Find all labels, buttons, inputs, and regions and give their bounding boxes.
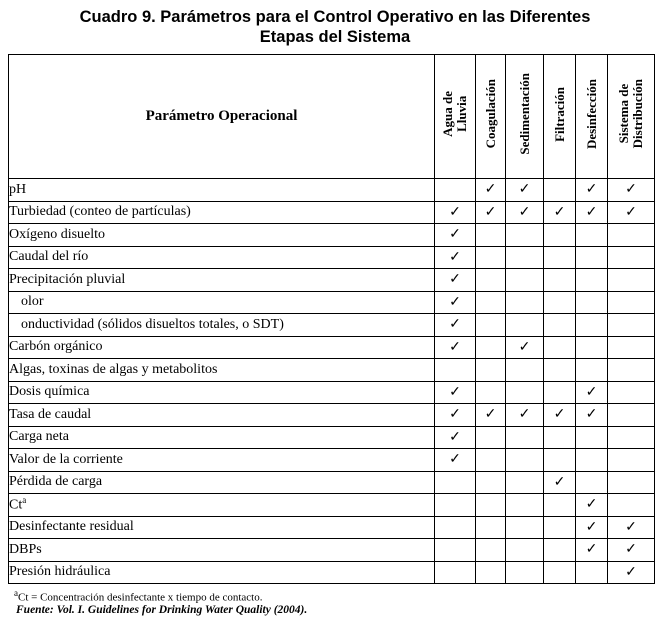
check-icon-cell — [608, 179, 655, 202]
check-icon: ✓ — [449, 204, 461, 220]
check-icon-cell — [435, 291, 476, 314]
empty-cell — [544, 291, 576, 314]
empty-cell — [435, 494, 476, 517]
check-icon-cell — [435, 336, 476, 359]
empty-cell — [608, 269, 655, 292]
empty-cell — [576, 246, 608, 269]
empty-cell — [544, 494, 576, 517]
empty-cell — [608, 471, 655, 494]
check-icon: ✓ — [585, 182, 598, 198]
empty-cell — [576, 449, 608, 472]
empty-cell — [506, 449, 544, 472]
check-icon: ✓ — [449, 407, 461, 423]
check-icon: ✓ — [625, 182, 637, 198]
empty-cell — [544, 561, 576, 584]
check-icon: ✓ — [484, 182, 497, 198]
empty-cell — [544, 314, 576, 337]
check-icon: ✓ — [518, 204, 531, 220]
param-label: Tasa de caudal — [9, 404, 435, 427]
check-icon: ✓ — [585, 204, 598, 220]
check-icon: ✓ — [449, 429, 461, 445]
check-icon: ✓ — [553, 407, 566, 423]
param-label: Valor de la corriente — [9, 449, 435, 472]
empty-cell — [576, 269, 608, 292]
empty-cell — [608, 381, 655, 404]
empty-cell — [576, 224, 608, 247]
check-icon-cell — [476, 201, 506, 224]
empty-cell — [576, 314, 608, 337]
header-row — [9, 55, 655, 179]
table-row — [9, 404, 655, 427]
empty-cell — [435, 561, 476, 584]
empty-cell — [435, 471, 476, 494]
empty-cell — [608, 336, 655, 359]
empty-cell — [608, 314, 655, 337]
table-row — [9, 449, 655, 472]
check-icon-cell — [576, 516, 608, 539]
param-label: Oxígeno disuelto — [9, 224, 435, 247]
empty-cell — [476, 291, 506, 314]
check-icon: ✓ — [625, 204, 637, 220]
param-label: Ct$^a$ — [9, 494, 435, 517]
table-row — [9, 494, 655, 517]
table-row — [9, 426, 655, 449]
empty-cell — [506, 516, 544, 539]
table-row — [9, 539, 655, 562]
empty-cell — [435, 516, 476, 539]
check-icon: ✓ — [449, 339, 461, 355]
table-row — [9, 201, 655, 224]
empty-cell — [476, 449, 506, 472]
source-note: Fuente: Vol. I. Guidelines for Drinking Water Quality (2004). — [16, 604, 308, 616]
check-icon-cell — [576, 539, 608, 562]
check-icon-cell — [576, 381, 608, 404]
check-icon: ✓ — [449, 384, 461, 400]
empty-cell — [544, 381, 576, 404]
stage-header: Coagulación — [476, 55, 506, 179]
table-row — [9, 359, 655, 382]
empty-cell — [476, 359, 506, 382]
empty-cell — [608, 246, 655, 269]
title-line-1: Cuadro 9. Parámetros para el Control Operativo en las Diferentes — [79, 8, 591, 26]
check-icon-cell — [435, 426, 476, 449]
check-icon: ✓ — [449, 272, 461, 288]
empty-cell — [506, 426, 544, 449]
check-icon-cell — [506, 201, 544, 224]
empty-cell — [435, 179, 476, 202]
empty-cell — [476, 269, 506, 292]
empty-cell — [544, 179, 576, 202]
check-icon: ✓ — [625, 542, 637, 558]
stage-header: Desinfección — [576, 55, 608, 179]
empty-cell — [544, 269, 576, 292]
check-icon-cell — [544, 201, 576, 224]
empty-cell — [435, 359, 476, 382]
check-icon: ✓ — [518, 407, 531, 423]
empty-cell — [544, 426, 576, 449]
empty-cell — [544, 359, 576, 382]
empty-cell — [476, 224, 506, 247]
check-icon-cell — [435, 201, 476, 224]
empty-cell — [506, 494, 544, 517]
table-title — [0, 7, 670, 47]
stage-header: Agua de Lluvia — [435, 55, 476, 179]
param-label: Carga neta — [9, 426, 435, 449]
stage-header: Sedimentación — [506, 55, 544, 179]
table-row — [9, 291, 655, 314]
table-row — [9, 561, 655, 584]
empty-cell — [476, 494, 506, 517]
title-line-2: Etapas del Sistema — [259, 28, 411, 46]
empty-cell — [476, 471, 506, 494]
empty-cell — [544, 336, 576, 359]
check-icon: ✓ — [553, 474, 566, 490]
param-label: Carbón orgánico — [9, 336, 435, 359]
table-row — [9, 381, 655, 404]
check-icon-cell — [576, 494, 608, 517]
check-icon: ✓ — [553, 204, 566, 220]
check-icon-cell — [476, 179, 506, 202]
empty-cell — [506, 269, 544, 292]
check-icon: ✓ — [585, 497, 598, 513]
check-icon-cell — [435, 449, 476, 472]
param-label: Turbiedad (conteo de partículas) — [9, 201, 435, 224]
param-label: Precipitación pluvial — [9, 269, 435, 292]
check-icon-cell — [435, 246, 476, 269]
empty-cell — [608, 426, 655, 449]
check-icon-cell — [435, 224, 476, 247]
param-label: onductividad (sólidos disueltos totales, o SDT) — [9, 314, 435, 337]
check-icon: ✓ — [484, 407, 497, 423]
check-icon: ✓ — [484, 204, 497, 220]
empty-cell — [476, 561, 506, 584]
empty-cell — [476, 539, 506, 562]
empty-cell — [506, 381, 544, 404]
empty-cell — [544, 516, 576, 539]
param-label: Pérdida de carga — [9, 471, 435, 494]
empty-cell — [608, 291, 655, 314]
check-icon-cell — [506, 179, 544, 202]
check-icon-cell — [544, 404, 576, 427]
empty-cell — [544, 539, 576, 562]
param-label: Caudal del río — [9, 246, 435, 269]
check-icon: ✓ — [449, 227, 461, 243]
check-icon: ✓ — [449, 294, 461, 310]
empty-cell — [476, 314, 506, 337]
table-row — [9, 336, 655, 359]
empty-cell — [476, 381, 506, 404]
empty-cell — [476, 246, 506, 269]
table-row — [9, 516, 655, 539]
check-icon-cell — [435, 404, 476, 427]
empty-cell — [435, 539, 476, 562]
stage-header: Sistema de Distribución — [608, 55, 655, 179]
empty-cell — [506, 224, 544, 247]
check-icon: ✓ — [449, 452, 461, 468]
empty-cell — [576, 471, 608, 494]
empty-cell — [544, 246, 576, 269]
check-icon: ✓ — [585, 384, 598, 400]
param-label: olor — [9, 291, 435, 314]
empty-cell — [506, 359, 544, 382]
check-icon-cell — [576, 179, 608, 202]
empty-cell — [476, 336, 506, 359]
footnote: $^a$Ct = Concentración desinfectante x tiempo de contacto. — [14, 588, 263, 604]
check-icon-cell — [576, 404, 608, 427]
empty-cell — [476, 426, 506, 449]
empty-cell — [608, 404, 655, 427]
empty-cell — [506, 291, 544, 314]
param-label: Algas, toxinas de algas y metabolitos — [9, 359, 435, 382]
check-icon-cell — [608, 201, 655, 224]
empty-cell — [506, 246, 544, 269]
table-row — [9, 269, 655, 292]
check-icon-cell — [506, 336, 544, 359]
empty-cell — [576, 561, 608, 584]
empty-cell — [506, 314, 544, 337]
empty-cell — [576, 359, 608, 382]
param-label: DBPs — [9, 539, 435, 562]
empty-cell — [608, 359, 655, 382]
check-icon-cell — [576, 201, 608, 224]
check-icon-cell — [608, 561, 655, 584]
check-icon: ✓ — [449, 317, 461, 333]
empty-cell — [608, 224, 655, 247]
empty-cell — [576, 336, 608, 359]
check-icon: ✓ — [449, 249, 461, 265]
param-label: Dosis química — [9, 381, 435, 404]
check-icon: ✓ — [585, 407, 598, 423]
param-header: Parámetro Operacional — [9, 55, 435, 179]
param-label: Desinfectante residual — [9, 516, 435, 539]
parameters-table — [8, 54, 655, 584]
param-label: Presión hidráulica — [9, 561, 435, 584]
check-icon-cell — [476, 404, 506, 427]
empty-cell — [476, 516, 506, 539]
check-icon-cell — [544, 471, 576, 494]
empty-cell — [608, 494, 655, 517]
table-row — [9, 224, 655, 247]
check-icon: ✓ — [585, 542, 598, 558]
empty-cell — [576, 426, 608, 449]
empty-cell — [506, 561, 544, 584]
table-row — [9, 246, 655, 269]
param-label: pH — [9, 179, 435, 202]
empty-cell — [576, 291, 608, 314]
empty-cell — [608, 449, 655, 472]
check-icon-cell — [435, 381, 476, 404]
check-icon: ✓ — [625, 519, 637, 535]
empty-cell — [544, 449, 576, 472]
check-icon-cell — [435, 269, 476, 292]
empty-cell — [544, 224, 576, 247]
check-icon: ✓ — [518, 182, 531, 198]
check-icon: ✓ — [585, 519, 598, 535]
table-row — [9, 179, 655, 202]
empty-cell — [506, 471, 544, 494]
check-icon: ✓ — [518, 339, 531, 355]
check-icon: ✓ — [625, 564, 637, 580]
check-icon-cell — [506, 404, 544, 427]
check-icon-cell — [608, 516, 655, 539]
check-icon-cell — [435, 314, 476, 337]
table-row — [9, 471, 655, 494]
empty-cell — [506, 539, 544, 562]
check-icon-cell — [608, 539, 655, 562]
table-row — [9, 314, 655, 337]
stage-header: Filtración — [544, 55, 576, 179]
